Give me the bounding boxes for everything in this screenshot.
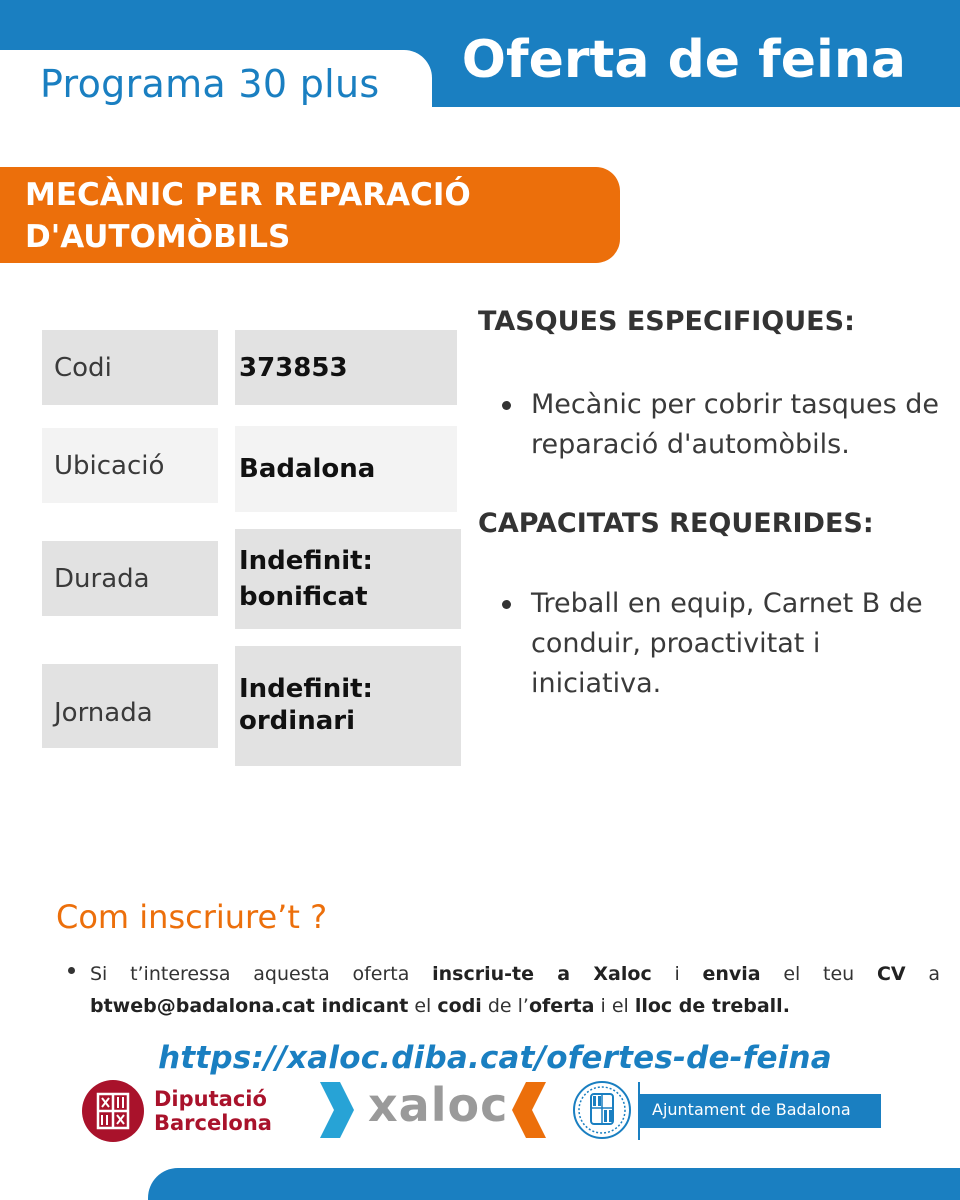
detail-value-codi: 373853 <box>235 330 457 405</box>
badalona-crest-icon <box>572 1080 632 1140</box>
diputacio-logo-icon <box>82 1080 144 1142</box>
apply-text-part: el teu <box>760 963 877 985</box>
apply-text-part: Si t’interessa aquesta oferta <box>90 963 433 985</box>
apply-text-part: i el <box>594 995 635 1017</box>
detail-label-jornada: Jornada <box>42 664 218 748</box>
skills-list-item <box>502 584 942 708</box>
diputacio-line2: Barcelona <box>154 1111 272 1135</box>
apply-cv-emphasis: CV <box>876 963 906 985</box>
page-title: Oferta de feina <box>461 30 906 90</box>
apply-envia-emphasis: envia <box>702 963 761 985</box>
apply-lloc-emphasis: lloc de treball. <box>634 995 790 1017</box>
jornada-line1: Indefinit: <box>239 674 373 704</box>
skills-text: Treball en equip, Carnet B de conduir, proactivitat i iniciativa. <box>531 588 923 699</box>
xaloc-logo-text: xaloc <box>368 1078 509 1132</box>
apply-text-part: de l’ <box>481 995 529 1017</box>
durada-line2: bonificat <box>239 582 368 612</box>
bullet-icon <box>502 600 511 609</box>
durada-line1: Indefinit: <box>239 546 373 576</box>
detail-value-ubicacio: Badalona <box>235 426 457 512</box>
detail-label-codi: Codi <box>42 330 218 405</box>
bullet-icon <box>68 967 75 974</box>
detail-value-durada <box>235 529 461 629</box>
task-text: Mecànic per cobrir tasques de reparació d'automòbils. <box>531 389 940 460</box>
apply-email-emphasis[interactable]: btweb@badalona.cat indicant <box>90 995 409 1017</box>
apply-text-part: a <box>905 963 941 985</box>
tasks-heading: TASQUES ESPECIFIQUES: <box>478 306 855 337</box>
detail-value-jornada <box>235 646 461 766</box>
apply-heading: Com inscriure’t ? <box>56 898 328 936</box>
apply-oferta-emphasis: oferta <box>528 995 595 1017</box>
footer-band <box>148 1168 960 1200</box>
jornada-line2: ordinari <box>239 706 355 736</box>
diputacio-line1: Diputació <box>154 1087 267 1111</box>
skills-heading: CAPACITATS REQUERIDES: <box>478 508 874 539</box>
job-title: MECÀNIC PER REPARACIÓ D'AUTOMÒBILS <box>25 177 471 255</box>
apply-text-part: el <box>408 995 438 1017</box>
detail-label-durada: Durada <box>42 541 218 616</box>
tasks-list-item <box>502 385 942 469</box>
offers-url-link[interactable]: https://xaloc.diba.cat/ofertes-de-feina <box>158 1040 832 1076</box>
bullet-icon <box>502 401 511 410</box>
diputacio-logo-text <box>154 1087 272 1135</box>
detail-label-ubicacio: Ubicació <box>42 428 218 503</box>
apply-text-part: i <box>651 963 703 985</box>
apply-xaloc-emphasis: inscriu-te a Xaloc <box>432 963 652 985</box>
apply-codi-emphasis: codi <box>437 995 482 1017</box>
ajuntament-badalona-text: Ajuntament de Badalona <box>652 1100 851 1119</box>
apply-text <box>90 958 940 1022</box>
program-label: Programa 30 plus <box>40 62 380 106</box>
